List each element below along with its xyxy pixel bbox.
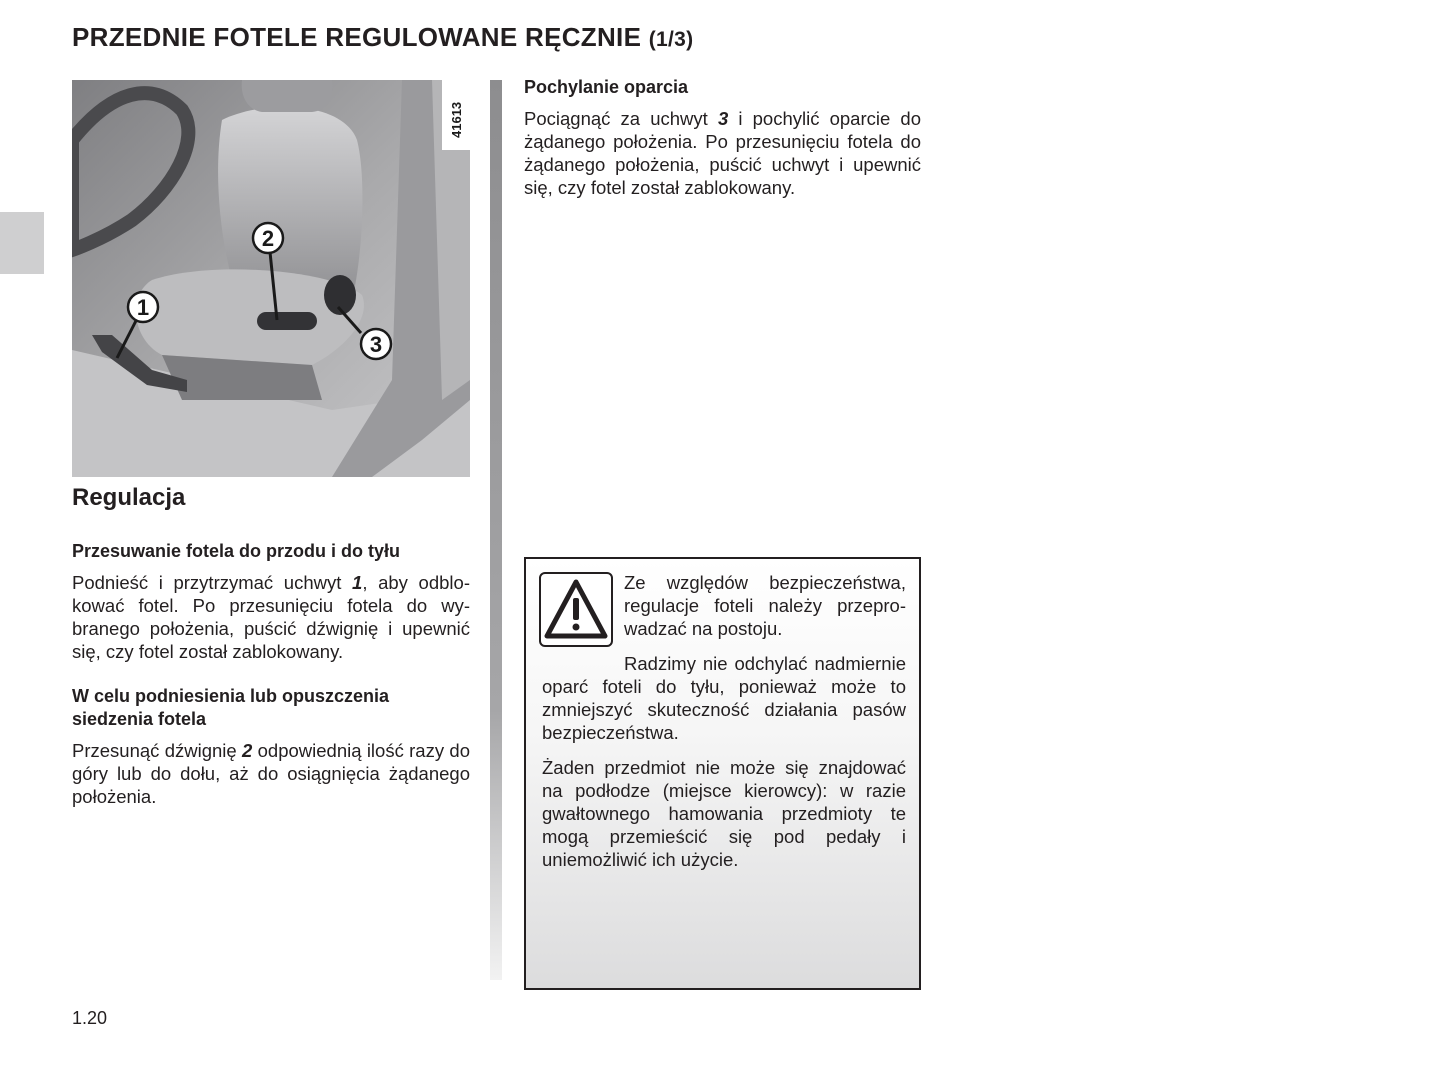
paragraph-height-text-1: Przesunąć dźwignię xyxy=(72,740,243,761)
chapter-tab xyxy=(0,212,44,274)
callout-label-1: 1 xyxy=(136,295,150,320)
paragraph-fore-aft-text-2: , aby odblokować fotel. Po przesunięciu fotela do wybranego położenia, puścić dźwignię i upewnić się, czy fotel został zablokowany. xyxy=(72,572,470,662)
ref-3: 3 xyxy=(717,108,729,129)
page-title-text: PRZEDNIE FOTELE REGULOWANE RĘCZNIE xyxy=(72,22,642,52)
callout-label-2: 2 xyxy=(261,226,275,251)
paragraph-recline-text-2: i pochylić oparcie do żądanego położenia. Po przesunięciu fotela do żądanego położenia, puścić uchwyt i upewnić się, czy fotel został zablokowany. xyxy=(524,108,921,198)
subsection-title-fore-aft: Przesuwanie fotela do przodu i do tyłu xyxy=(72,541,401,561)
paragraph-height xyxy=(72,739,470,808)
callout-label-3: 3 xyxy=(369,332,383,357)
page-number: 1.20 xyxy=(72,1008,108,1028)
subsection-title-recline: Pochylanie oparcia xyxy=(524,77,689,97)
headrest-shape xyxy=(242,80,333,112)
paragraph-recline-text-1: Pociągnąć za uchwyt xyxy=(524,108,718,129)
left-column xyxy=(72,482,470,830)
ref-1: 1 xyxy=(352,572,363,593)
ref-2: 2 xyxy=(242,740,253,761)
warning-box xyxy=(524,557,921,990)
paragraph-recline xyxy=(524,107,921,199)
seat-illustration xyxy=(72,80,470,477)
paragraph-fore-aft xyxy=(72,571,470,663)
warning-paragraph-2: Radzimy nie odchylać nadmiernie oparć foteli do tyłu, ponieważ może to zmniejszyć skuteczność działania pasów bezpieczeństwa. xyxy=(542,653,906,743)
lever-2-shape xyxy=(257,312,317,330)
right-column xyxy=(524,76,921,221)
column-divider xyxy=(490,80,502,980)
page-part-indicator: (1/3) xyxy=(648,28,694,51)
seat-photo xyxy=(72,80,470,477)
page-title xyxy=(72,22,693,53)
section-heading-regulacja: Regulacja xyxy=(72,484,186,511)
figure-code: 41613 xyxy=(449,101,464,138)
paragraph-height-text-2: odpowiednią ilość razy do góry lub do dołu, aż do osiągnięcia żądanego położenia. xyxy=(72,740,470,807)
warning-paragraph-1: Ze względów bezpieczeństwa, regulacje foteli należy przeprowadzać na postoju. xyxy=(624,572,906,639)
warning-text xyxy=(542,571,906,883)
warning-paragraph-3: Żaden przedmiot nie może się znajdować na podłodze (miejsce kierowcy): w razie gwałtownego hamowania przedmioty te mogą przemieścić się pod pedały i uniemożliwić ich użycie. xyxy=(542,757,906,870)
subsection-title-height: W celu podniesienia lub opuszczenia siedzenia fotela xyxy=(72,686,390,729)
paragraph-fore-aft-text-1: Podnieść i przytrzymać uchwyt xyxy=(72,572,353,593)
